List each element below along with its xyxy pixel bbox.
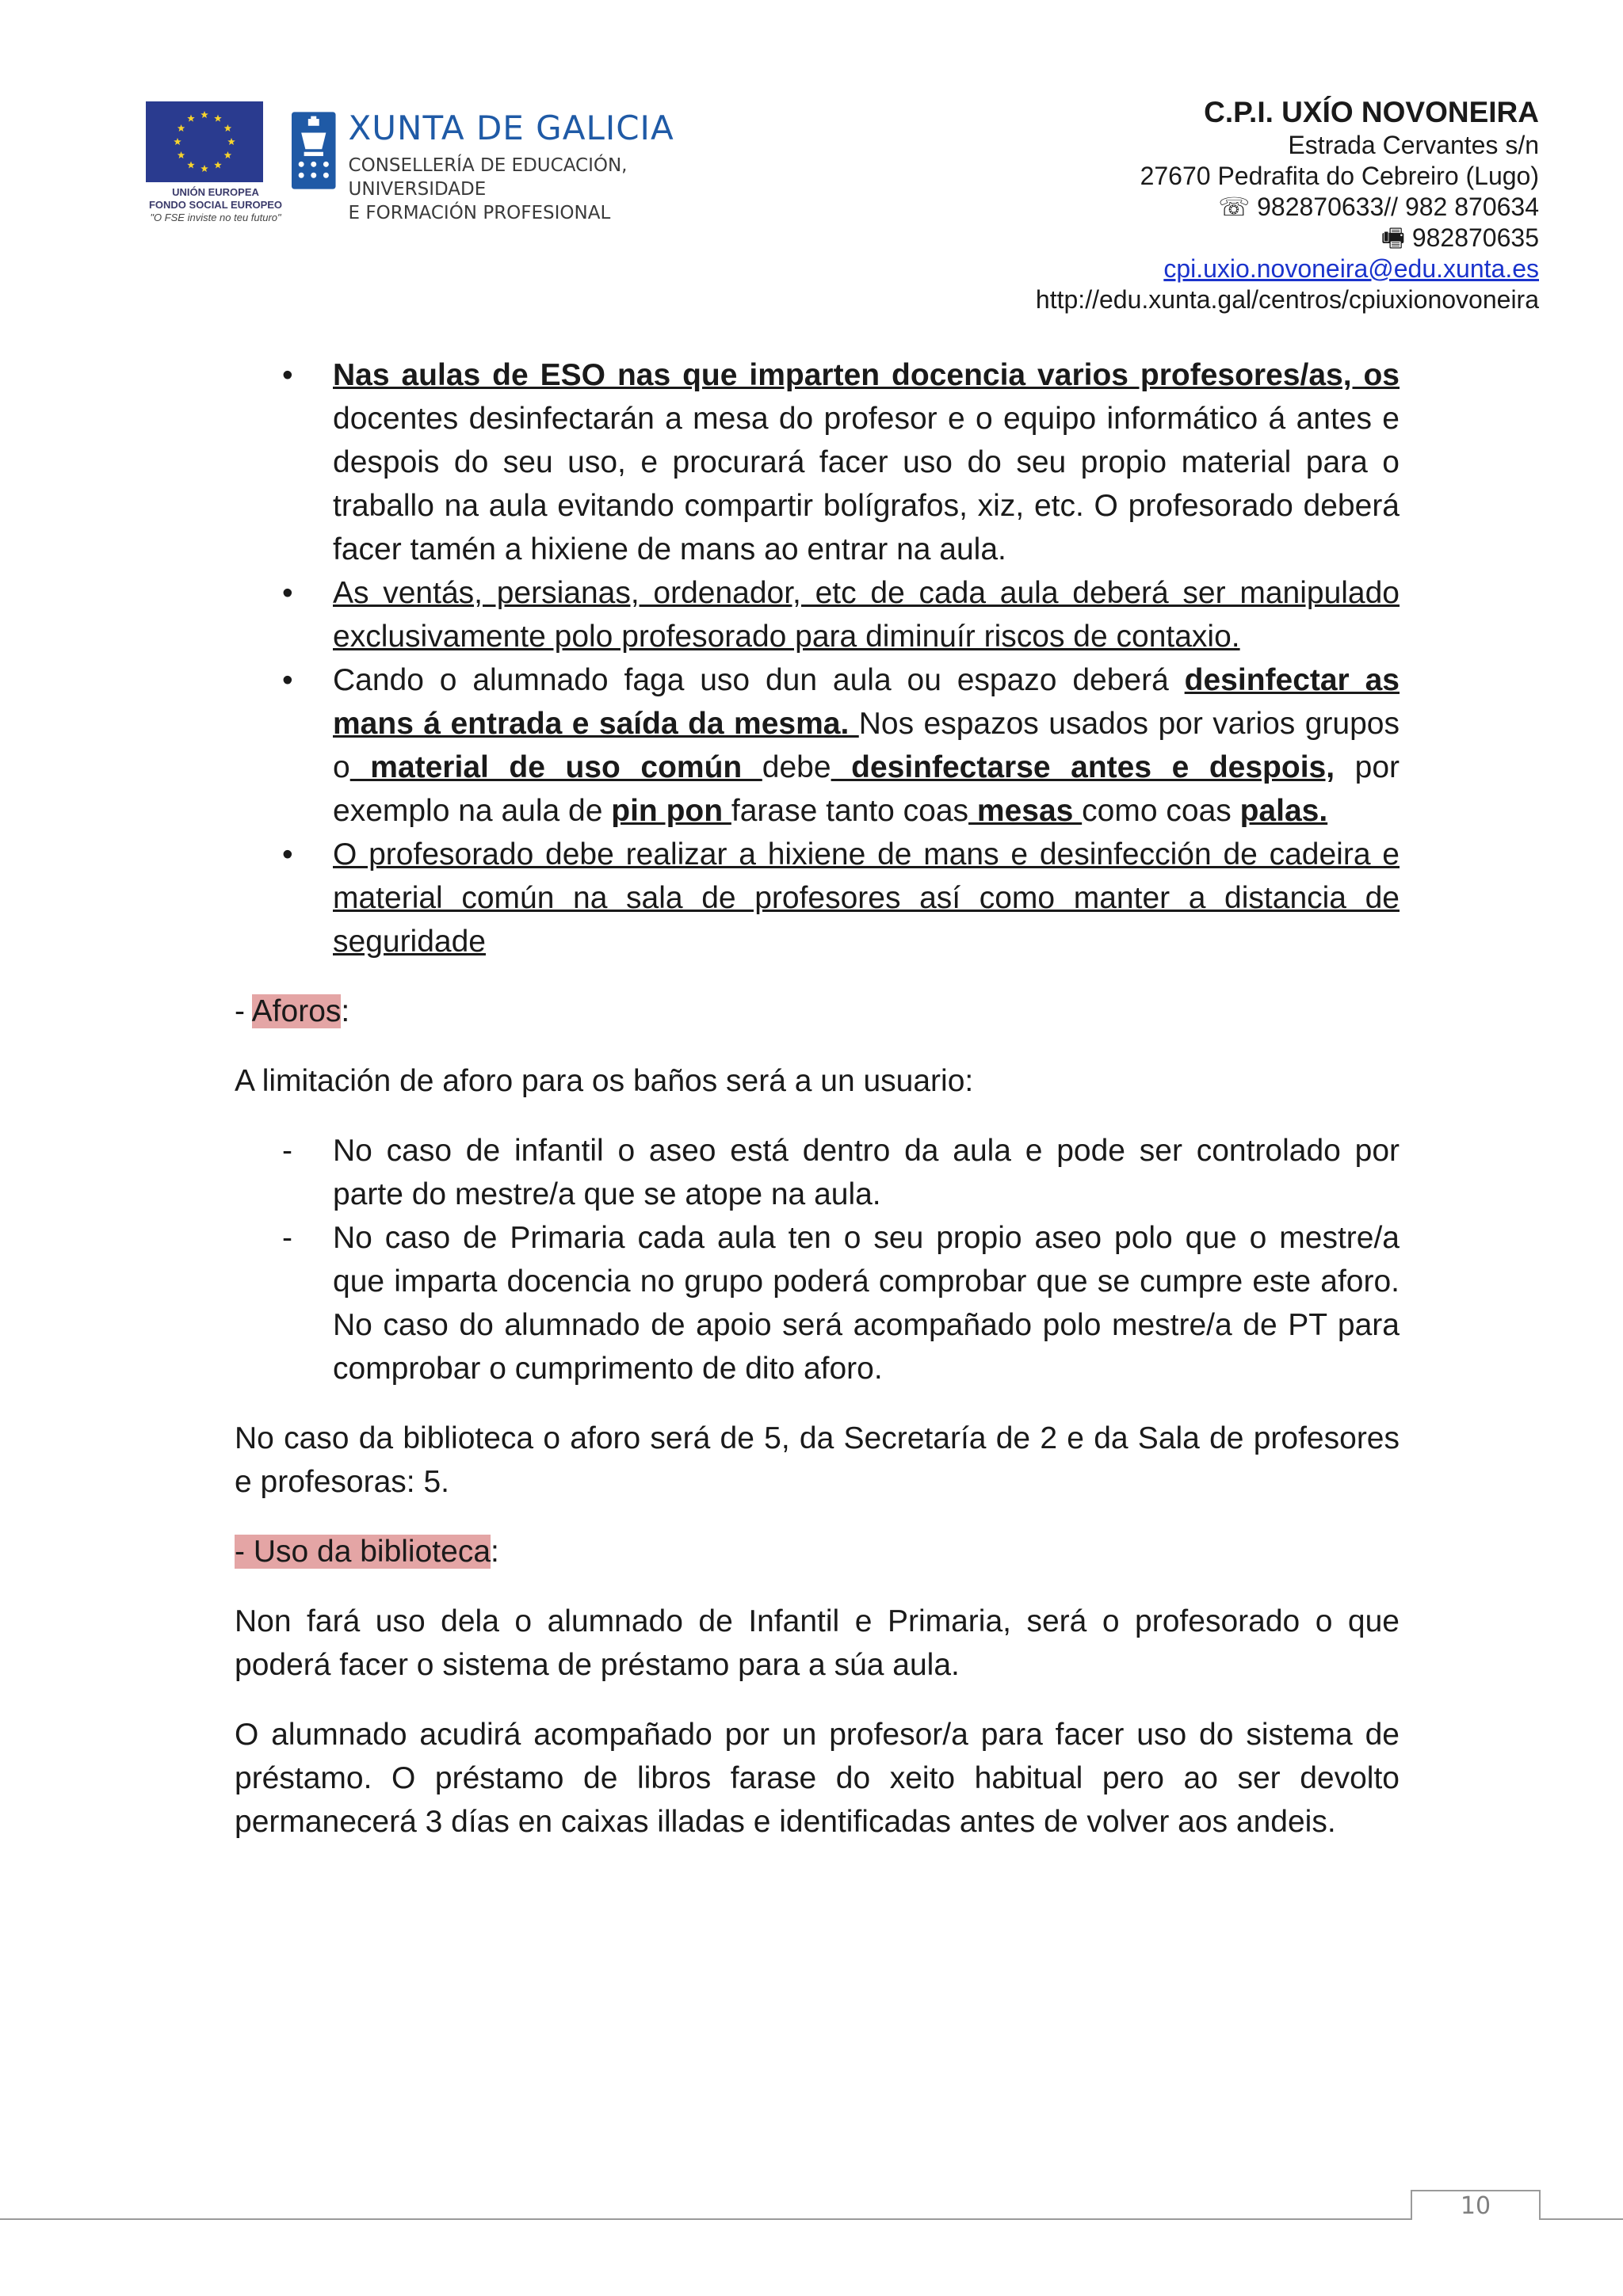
eu-line1: UNIÓN EUROPEA xyxy=(172,186,259,198)
list-item: • Cando o alumnado faga uso dun aula ou espazo deberá desinfectar as mans á entrada e saída da mesma. Nos espazos usados por varios grupos o material de uso común debe desinfectarse antes e despois, por exemplo na aula de pin pon farase tanto coas mesas como coas palas. xyxy=(235,658,1400,833)
school-contact xyxy=(1036,95,1539,315)
eu-line2: FONDO SOCIAL EUROPEO xyxy=(148,199,283,211)
aforos-intro: A limitación de aforo para os baños será a un usuario: xyxy=(235,1064,974,1098)
bullet-list xyxy=(235,353,1400,963)
eu-logo xyxy=(144,101,287,224)
xunta-text xyxy=(349,106,715,225)
page-content xyxy=(235,353,1400,1844)
school-name: C.P.I. UXÍO NOVONEIRA xyxy=(1204,96,1539,128)
list-item: - No caso de Primaria cada aula ten o seu propio aseo polo que o mestre/a que imparta docencia no grupo poderá comprobar que se cumpre este aforo. No caso do alumnado de apoio será acompañado polo mestre/a de PT para comprobar o cumprimento de dito aforo. xyxy=(235,1216,1400,1390)
section-heading-aforos: - Aforos: xyxy=(235,994,350,1028)
list-item: • O profesorado debe realizar a hixiene de mans e desinfección de cadeira e material común na sala de profesores así como manter a distancia de seguridade xyxy=(235,833,1400,963)
header-logos xyxy=(144,101,715,236)
website-url: http://edu.xunta.gal/centros/cpiuxionovoneira xyxy=(1035,285,1539,314)
list-item: • Nas aulas de ESO nas que imparten docencia varios profesores/as, os docentes desinfectarán a mesa do profesor e o equipo informático á antes e despois do seu uso, e procurará facer uso do seu propio material para o traballo na aula evitando compartir bolígrafos, xiz, etc. O profesorado deberá facer tamén a hixiene de mans ao entrar na aula. xyxy=(235,353,1400,571)
email-link[interactable]: cpi.uxio.novoneira@edu.xunta.es xyxy=(1163,254,1539,283)
fax-number: 🖷 982870635 xyxy=(1381,223,1539,252)
aforos-paragraph: No caso da biblioteca o aforo será de 5, da Secretaría de 2 e da Sala de profesores e profesoras: 5. xyxy=(235,1421,1400,1499)
biblioteca-paragraph-1: Non fará uso dela o alumnado de Infantil e Primaria, será o profesorado o que poderá facer o sistema de préstamo para a súa aula. xyxy=(235,1604,1400,1682)
list-item: • As ventás, persianas, ordenador, etc de cada aula deberá ser manipulado exclusivamente polo profesorado para diminuír riscos de contaxio. xyxy=(235,571,1400,658)
xunta-title: XUNTA DE GALICIA xyxy=(348,109,674,147)
xunta-sub2: E FORMACIÓN PROFESIONAL xyxy=(348,203,611,223)
page-number: 10 xyxy=(1411,2190,1541,2220)
xunta-sub1: CONSELLERÍA DE EDUCACIÓN, UNIVERSIDADE xyxy=(348,155,628,200)
list-item: - No caso de infantil o aseo está dentro da aula e pode ser controlado por parte do mestre/a que se atope na aula. xyxy=(235,1129,1400,1216)
phone-number: ☏ 982870633// 982 870634 xyxy=(1218,193,1539,221)
footer-rule xyxy=(0,2218,1623,2220)
biblioteca-paragraph-2: O alumnado acudirá acompañado por un profesor/a para facer uso do sistema de préstamo. O préstamo de libros farase do xeito habitual pero ao ser devolto permanecerá 3 días en caixas illadas e identificadas antes de volver aos andeis. xyxy=(235,1718,1400,1839)
section-heading-biblioteca: - Uso da biblioteca: xyxy=(235,1535,499,1569)
dash-list xyxy=(235,1129,1400,1390)
eu-slogan: "O FSE inviste no teu futuro" xyxy=(150,212,281,223)
xunta-logo xyxy=(292,106,715,223)
galicia-emblem-icon xyxy=(292,106,336,195)
address-line1: Estrada Cervantes s/n xyxy=(1288,131,1539,159)
address-line2: 27670 Pedrafita do Cebreiro (Lugo) xyxy=(1140,162,1539,190)
eu-flag-icon xyxy=(146,101,263,182)
